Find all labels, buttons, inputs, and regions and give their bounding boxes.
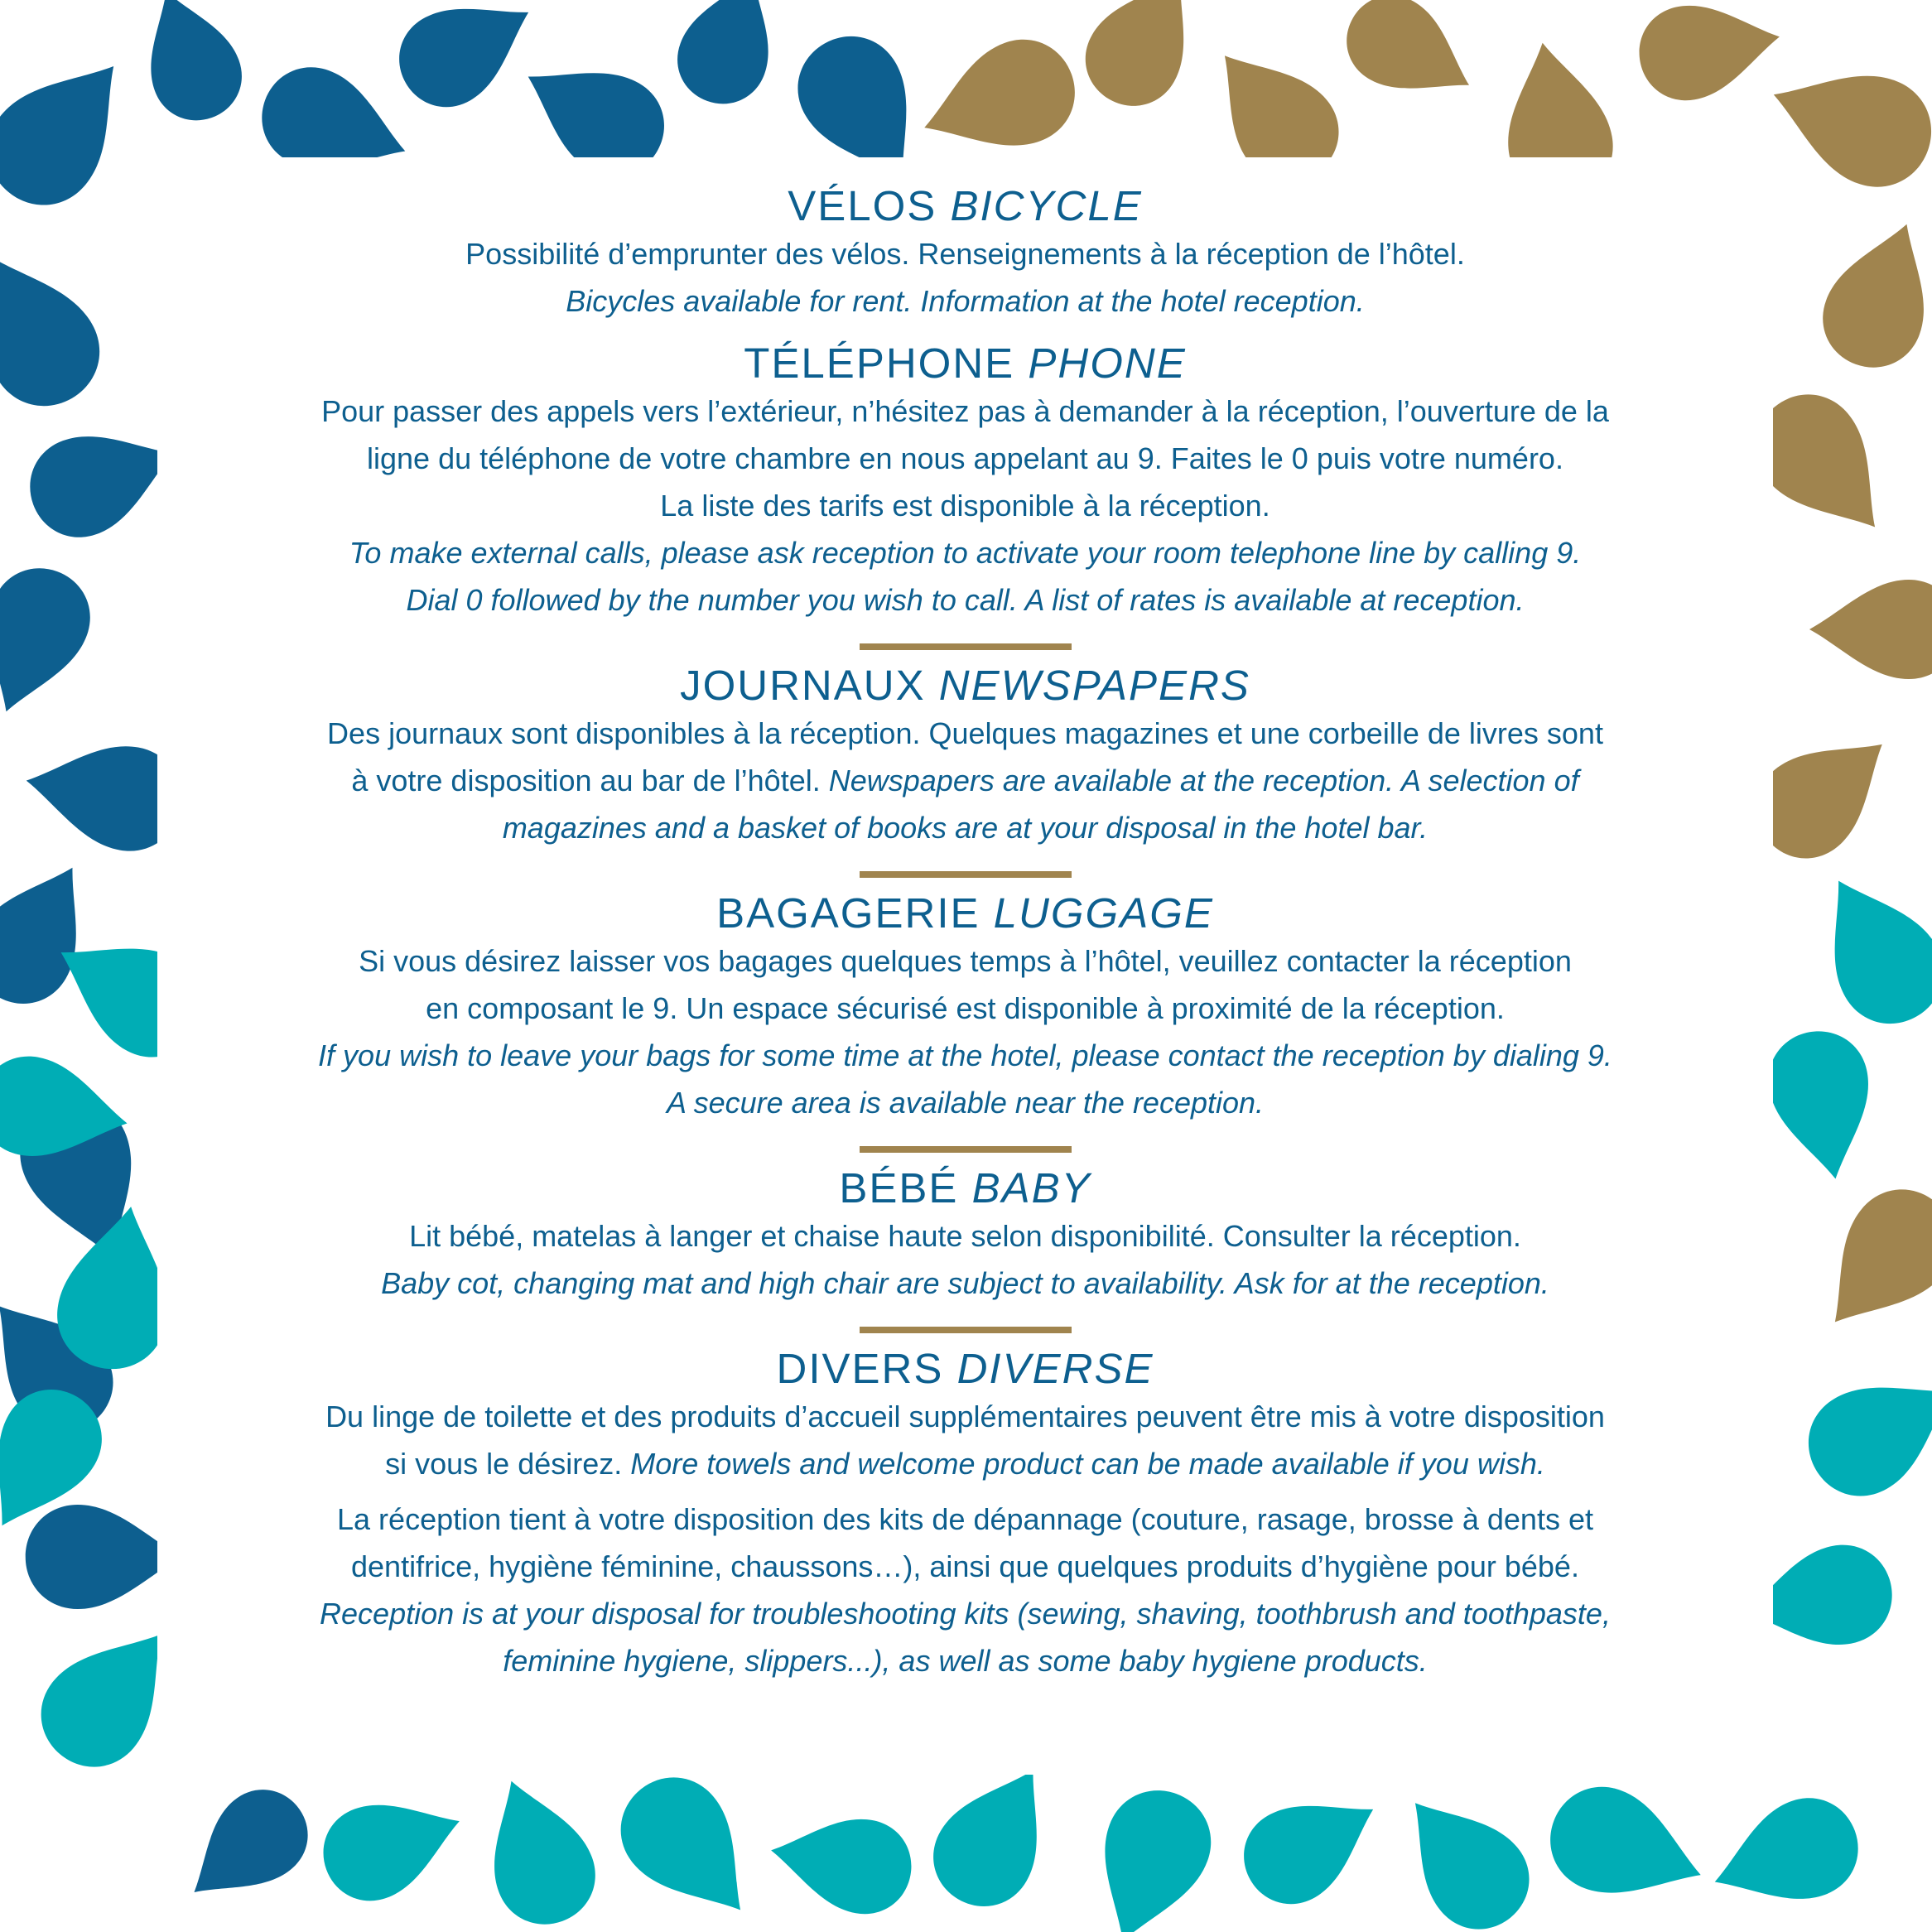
text-line-en: magazines and a basket of books are at your disposal in the hotel bar. — [502, 811, 1429, 845]
text-line: ligne du téléphone de votre chambre en nous appelant au 9. Faites le 0 puis votre numéro. — [367, 441, 1563, 475]
section-heading — [207, 662, 1723, 710]
heading-fr: VÉLOS — [788, 182, 937, 229]
heading-en: BICYCLE — [950, 182, 1143, 229]
text-line-en: Newspapers are available at the reception. A selection of — [828, 764, 1579, 797]
text-line-en: Dial 0 followed by the number you wish to call. A list of rates is available at reception. — [406, 583, 1525, 617]
section-bicycle — [207, 182, 1723, 325]
section-body — [207, 710, 1723, 851]
text-line: Lit bébé, matelas à langer et chaise haute selon disponibilité. Consulter la réception. — [409, 1219, 1521, 1253]
heading-en: LUGGAGE — [993, 889, 1214, 937]
heading-en: BABY — [971, 1164, 1091, 1212]
heading-fr: DIVERS — [776, 1345, 944, 1392]
section-heading — [207, 889, 1723, 937]
gold-divider — [860, 1146, 1072, 1153]
section-heading — [207, 1345, 1723, 1393]
section-luggage — [207, 889, 1723, 1126]
text-line: en composant le 9. Un espace sécurisé est disponible à proximité de la réception. — [426, 991, 1505, 1025]
section-body — [207, 1212, 1723, 1307]
text-line: à votre disposition au bar de l’hôtel. — [351, 764, 821, 797]
heading-en: NEWSPAPERS — [938, 662, 1250, 709]
text-line: Du linge de toilette et des produits d’accueil supplémentaires peuvent être mis à votre disposition — [325, 1400, 1605, 1433]
text-line-en: To make external calls, please ask reception to activate your room telephone line by calling 9. — [349, 536, 1582, 570]
section-body — [207, 388, 1723, 624]
text-line: Si vous désirez laisser vos bagages quelques temps à l’hôtel, veuillez contacter la réception — [359, 944, 1572, 978]
content-panel — [157, 157, 1773, 1775]
heading-fr: BAGAGERIE — [716, 889, 980, 937]
text-line: dentifrice, hygiène féminine, chaussons…), ainsi que quelques produits d’hygiène pour bébé. — [351, 1549, 1579, 1583]
heading-fr: TÉLÉPHONE — [744, 340, 1015, 387]
section-body — [207, 1393, 1723, 1487]
text-line-en: More towels and welcome product can be made available if you wish. — [630, 1447, 1545, 1481]
heading-fr: JOURNAUX — [680, 662, 926, 709]
section-heading — [207, 1164, 1723, 1212]
section-body — [207, 937, 1723, 1126]
section-diverse — [207, 1345, 1723, 1684]
gold-divider — [860, 871, 1072, 878]
text-line: La réception tient à votre disposition des kits de dépannage (couture, rasage, brosse à dents et — [337, 1502, 1593, 1536]
heading-fr: BÉBÉ — [839, 1164, 959, 1212]
section-newspapers — [207, 662, 1723, 851]
text-line: Des journaux sont disponibles à la réception. Quelques magazines et une corbeille de livres sont — [327, 716, 1603, 750]
text-line-en: A secure area is available near the reception. — [666, 1086, 1265, 1120]
section-body — [207, 230, 1723, 325]
text-line-en: Bicycles available for rent. Information at the hotel reception. — [566, 284, 1365, 318]
section-body-kits — [207, 1496, 1723, 1684]
section-heading — [207, 182, 1723, 230]
heading-en: DIVERSE — [956, 1345, 1154, 1392]
text-line: Pour passer des appels vers l’extérieur, n’hésitez pas à demander à la réception, l’ouverture de la — [321, 394, 1609, 428]
section-baby — [207, 1164, 1723, 1307]
heading-en: PHONE — [1028, 340, 1187, 387]
text-line-en: Reception is at your disposal for troubleshooting kits (sewing, shaving, toothbrush and toothpaste, — [320, 1597, 1611, 1631]
section-phone — [207, 340, 1723, 624]
text-line-en: Baby cot, changing mat and high chair are subject to availability. Ask for at the reception. — [381, 1266, 1549, 1300]
text-line: Possibilité d’emprunter des vélos. Renseignements à la réception de l’hôtel. — [465, 237, 1465, 271]
text-line: La liste des tarifs est disponible à la réception. — [660, 489, 1270, 523]
gold-divider — [860, 1327, 1072, 1333]
text-line-en: If you wish to leave your bags for some time at the hotel, please contact the reception by dialing 9. — [318, 1038, 1612, 1072]
section-heading — [207, 340, 1723, 388]
gold-divider — [860, 643, 1072, 650]
text-line: si vous le désirez. — [385, 1447, 623, 1481]
text-line-en: feminine hygiene, slippers...), as well as some baby hygiene products. — [503, 1644, 1428, 1678]
